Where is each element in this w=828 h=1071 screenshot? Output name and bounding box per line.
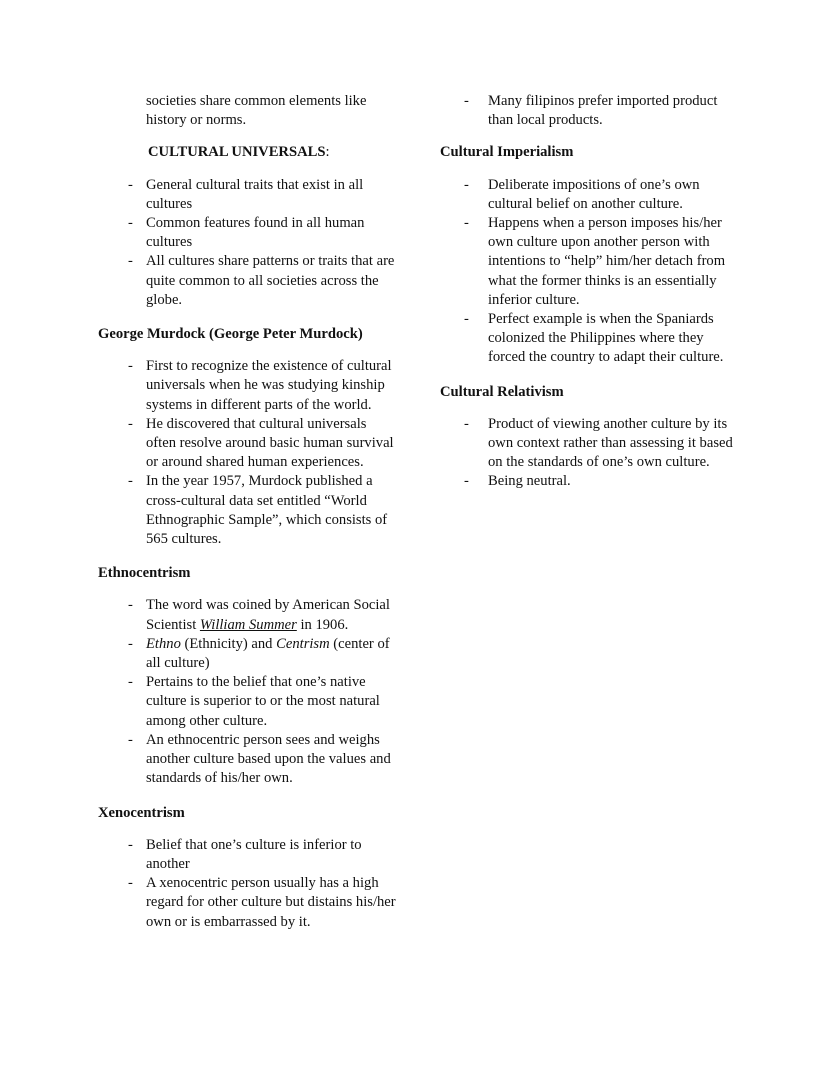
heading-cultural-relativism: Cultural Relativism bbox=[440, 383, 564, 400]
list-item bbox=[98, 596, 396, 634]
list-item: - Deliberate impositions of one’s own cultural belief on another culture. bbox=[440, 176, 738, 214]
heading-cultural-universals-colon: : bbox=[325, 144, 330, 161]
heading-ethnocentrism: Ethnocentrism bbox=[98, 565, 191, 582]
heading-cultural-universals-text: CULTURAL UNIVERSALS bbox=[148, 144, 326, 161]
left-column bbox=[98, 92, 396, 932]
spacer bbox=[98, 583, 396, 596]
emphasis-text: Ethno bbox=[146, 635, 181, 652]
list-continuation bbox=[440, 92, 738, 130]
spacer bbox=[440, 402, 738, 415]
list-item: - In the year 1957, Murdock published a cross-cultural data set entitled “World Ethnographic Sample”, which consists of 565 cultures. bbox=[98, 472, 396, 549]
spacer bbox=[98, 549, 396, 564]
two-column-layout bbox=[98, 92, 738, 932]
emphasis-text: Centrism bbox=[276, 635, 330, 652]
list-item: - Common features found in all human cultures bbox=[98, 214, 396, 252]
plain-text: (Ethnicity) and bbox=[180, 635, 277, 652]
list-item: - He discovered that cultural universals often resolve around basic human survival or around shared human experiences. bbox=[98, 415, 396, 473]
plain-text: An ethnocentric person sees and weighs another culture based upon the values and standards of his/her own. bbox=[146, 731, 391, 787]
plain-text: in 1906. bbox=[296, 616, 349, 633]
list-george-murdock bbox=[98, 357, 396, 549]
list-cultural-imperialism bbox=[440, 176, 738, 368]
list-item: - First to recognize the existence of cultural universals when he was studying kinship systems in different parts of the world. bbox=[98, 357, 396, 415]
list-cultural-universals bbox=[98, 176, 396, 310]
spacer bbox=[98, 823, 396, 836]
list-item: - Product of viewing another culture by its own context rather than assessing it based on the standards of one’s own culture. bbox=[440, 415, 738, 473]
spacer bbox=[98, 789, 396, 804]
heading-george-murdock: George Murdock (George Peter Murdock) bbox=[98, 326, 363, 343]
spacer bbox=[98, 344, 396, 357]
spacer bbox=[98, 130, 396, 143]
list-xenocentrism bbox=[98, 836, 396, 932]
right-column bbox=[440, 92, 738, 492]
list-item: - Happens when a person imposes his/her own culture upon another person with intentions to “help” him/her detach from what the former thinks is an essentially inferior culture. bbox=[440, 214, 738, 310]
list-item: - Being neutral. bbox=[440, 472, 738, 491]
spacer bbox=[440, 368, 738, 383]
spacer bbox=[98, 163, 396, 176]
heading-cultural-imperialism: Cultural Imperialism bbox=[440, 144, 574, 161]
list-item: - Perfect example is when the Spaniards colonized the Philippines where they forced the country to adapt their culture. bbox=[440, 310, 738, 368]
spacer bbox=[440, 130, 738, 143]
list-item: - A xenocentric person usually has a high regard for other culture but distains his/her own or is embarrassed by it. bbox=[98, 874, 396, 932]
heading-xenocentrism: Xenocentrism bbox=[98, 804, 185, 821]
list-item bbox=[98, 731, 396, 789]
spacer bbox=[98, 310, 396, 325]
list-item: - Belief that one’s culture is inferior to another bbox=[98, 836, 396, 874]
plain-text: (center of all culture) bbox=[146, 635, 390, 672]
list-item bbox=[98, 635, 396, 673]
heading-cultural-universals bbox=[98, 143, 396, 162]
list-item bbox=[98, 673, 396, 731]
plain-text: Pertains to the belief that one’s native culture is superior to or the most natural among other culture. bbox=[146, 674, 380, 729]
list-ethnocentrism bbox=[98, 596, 396, 788]
list-cultural-relativism bbox=[440, 415, 738, 492]
spacer bbox=[440, 163, 738, 176]
plain-text: The word was coined by American Social Scientist bbox=[146, 597, 390, 633]
list-item: - General cultural traits that exist in all cultures bbox=[98, 176, 396, 214]
list-item: - Many filipinos prefer imported product than local products. bbox=[440, 92, 738, 130]
list-item: - All cultures share patterns or traits that are quite common to all societies across the globe. bbox=[98, 252, 396, 310]
emphasis-underline-text: William Summer bbox=[199, 616, 297, 633]
continuation-paragraph: societies share common elements like history or norms. bbox=[146, 93, 367, 129]
